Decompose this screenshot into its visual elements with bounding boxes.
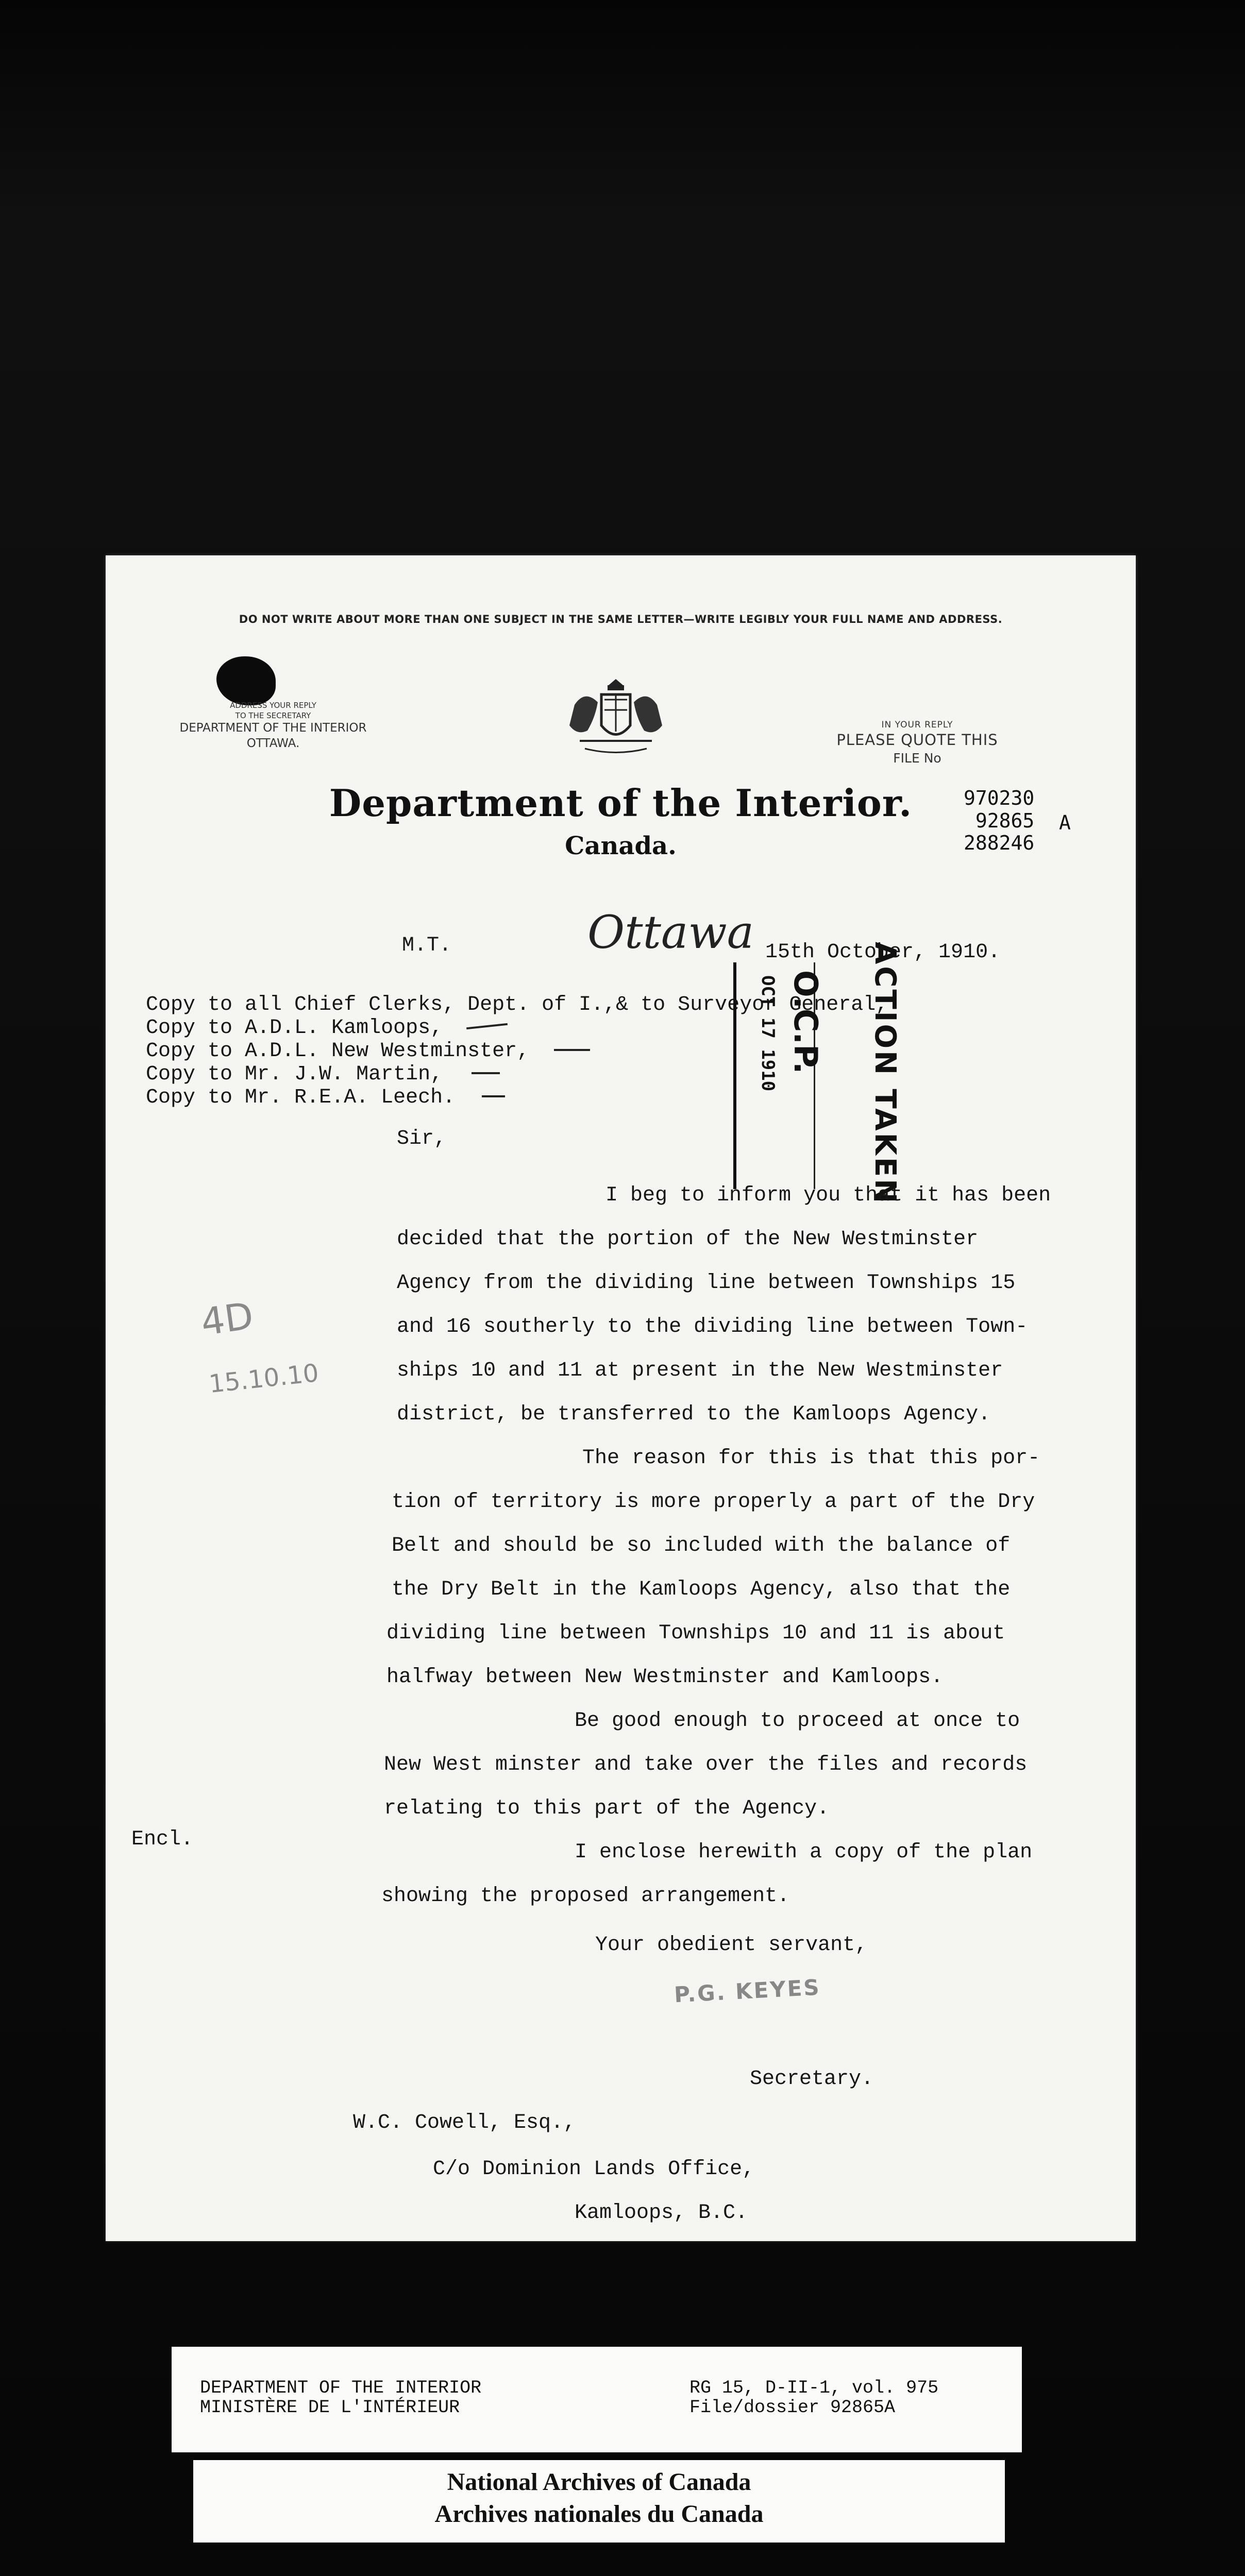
- body-line: I enclose herewith a copy of the plan: [575, 1841, 1033, 1864]
- tick-mark: [472, 1072, 500, 1074]
- tick-mark: [466, 1023, 508, 1029]
- label-file: File/dossier 92865A: [689, 2397, 896, 2418]
- department-title: Department of the Interior.: [329, 781, 913, 825]
- addressee-name: W.C. Cowell, Esq.,: [353, 2111, 576, 2134]
- file-number: 288246: [964, 832, 1035, 855]
- department-subtitle: Canada.: [565, 832, 677, 860]
- body-line: decided that the portion of the New Westminster: [397, 1228, 979, 1251]
- label-dept-fr: MINISTÈRE DE L'INTÉRIEUR: [200, 2397, 460, 2418]
- body-line: relating to this part of the Agency.: [384, 1797, 830, 1820]
- reply-block: [814, 719, 1020, 767]
- body-line: district, be transferred to the Kamloops Agency.: [397, 1403, 991, 1426]
- copy-line: Copy to Mr. R.E.A. Leech.: [146, 1086, 456, 1109]
- addressee-city: Kamloops, B.C.: [575, 2201, 748, 2225]
- body-line: The reason for this is that this por-: [582, 1447, 1040, 1470]
- file-number: 970230: [964, 787, 1035, 809]
- signature-stamp: P.G. KEYES: [673, 1974, 821, 2008]
- enclosure-note: Encl.: [131, 1828, 194, 1851]
- letterhead-notice: DO NOT WRITE ABOUT MORE THAN ONE SUBJECT IN THE SAME LETTER—WRITE LEGIBLY YOUR FULL NAME AND ADDRESS.: [239, 613, 1003, 625]
- body-line: Belt and should be so included with the balance of: [392, 1534, 1011, 1557]
- addressee-office: C/o Dominion Lands Office,: [433, 2158, 755, 2181]
- department-line: DEPARTMENT OF THE INTERIOR: [179, 721, 367, 735]
- body-line: the Dry Belt in the Kamloops Agency, also that the: [392, 1578, 1011, 1601]
- file-no-label: FILE No: [893, 750, 941, 766]
- copy-line: Copy to A.D.L. Kamloops,: [146, 1016, 443, 1040]
- in-your-reply: IN YOUR REPLY: [881, 720, 953, 730]
- tick-mark: [554, 1049, 590, 1051]
- to-the-secretary: TO THE SECRETARY: [235, 710, 311, 720]
- city-line: OTTAWA.: [246, 736, 300, 750]
- copy-line: Copy to A.D.L. New Westminster,: [146, 1040, 530, 1063]
- label-ref: RG 15, D-II-1, vol. 975: [689, 2378, 939, 2398]
- body-line: showing the proposed arrangement.: [381, 1885, 790, 1908]
- archives-name-en: National Archives of Canada: [447, 2468, 751, 2496]
- initials: M.T.: [402, 934, 452, 957]
- address-block: [160, 701, 386, 752]
- body-line: I beg to inform you that it has been: [605, 1184, 1051, 1207]
- ink-blot: [216, 656, 276, 705]
- file-number: 92865: [975, 809, 1035, 832]
- file-numbers: [964, 787, 1071, 855]
- archives-label: [193, 2460, 1005, 2543]
- body-line: and 16 southerly to the dividing line between Town-: [397, 1315, 1028, 1338]
- signatory-title: Secretary.: [750, 2067, 874, 2091]
- label-dept-en: DEPARTMENT OF THE INTERIOR: [200, 2378, 482, 2398]
- body-line: halfway between New Westminster and Kamloops.: [386, 1666, 944, 1689]
- stamp-date: OCT 17 1910: [758, 975, 778, 1092]
- body-line: ships 10 and 11 at present in the New Westminster: [397, 1359, 1003, 1382]
- copy-line: Copy to Mr. J.W. Martin,: [146, 1063, 443, 1086]
- file-suffix: A: [1059, 811, 1071, 834]
- royal-crest-icon: [554, 664, 678, 767]
- action-taken-stamp: ACTION TAKEN: [868, 942, 902, 1206]
- tick-mark: [482, 1095, 505, 1097]
- body-line: dividing line between Townships 10 and 11 is about: [386, 1622, 1005, 1645]
- closing: Your obedient servant,: [595, 1934, 868, 1957]
- body-line: tion of territory is more properly a part of the Dry: [392, 1490, 1035, 1514]
- body-line: Agency from the dividing line between Townships 15: [397, 1272, 1016, 1295]
- salutation: Sir,: [397, 1127, 447, 1150]
- archives-name-fr: Archives nationales du Canada: [434, 2500, 764, 2528]
- pencil-mark: 4D: [198, 1294, 256, 1344]
- letter-page: [106, 555, 1136, 2241]
- pencil-date: 15.10.10: [207, 1358, 321, 1399]
- copy-line: Copy to all Chief Clerks, Dept. of I.,& to Surveyor General,: [146, 993, 888, 1016]
- archive-reference-label: [172, 2347, 1022, 2452]
- body-line: New West minster and take over the files and records: [384, 1753, 1028, 1776]
- please-quote: PLEASE QUOTE THIS: [836, 731, 998, 749]
- address-your-reply: ADDRESS YOUR REPLY: [230, 701, 316, 710]
- stamp-ocp: O.C.P.: [787, 970, 825, 1074]
- letter-date: 15th October, 1910.: [765, 941, 1001, 964]
- body-line: Be good enough to proceed at once to: [575, 1709, 1020, 1733]
- place-handwritten: Ottawa: [587, 906, 754, 959]
